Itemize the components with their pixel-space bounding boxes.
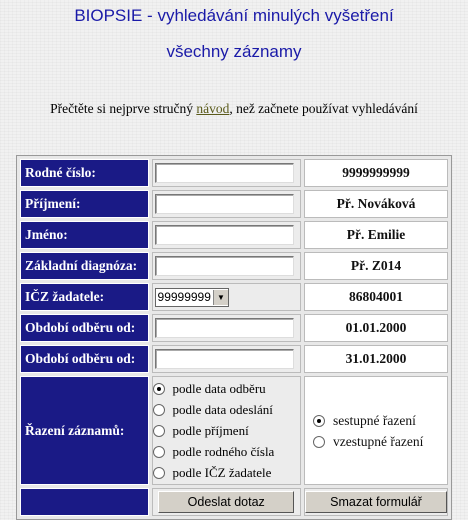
chevron-down-icon[interactable]: ▼ <box>213 290 228 305</box>
sort-field-group <box>152 376 301 485</box>
page-title: BIOPSIE - vyhledávání minulých vyšetření <box>74 6 394 25</box>
requester-id-example: 86804001 <box>304 283 448 311</box>
radio-unchecked-icon[interactable] <box>153 425 165 437</box>
radio-unchecked-icon[interactable] <box>153 404 165 416</box>
sort-order-label: sestupné řazení <box>333 413 416 428</box>
page-subtitle: všechny záznamy <box>166 42 302 61</box>
requester-id-select[interactable] <box>155 288 229 307</box>
radio-checked-icon[interactable] <box>313 415 325 427</box>
form-row-sort <box>20 376 448 485</box>
radio-unchecked-icon[interactable] <box>153 467 165 479</box>
sort-option-send-date[interactable] <box>153 399 300 420</box>
sort-order-ascending[interactable] <box>313 432 443 453</box>
sort-option-surname[interactable] <box>153 420 300 441</box>
submit-button[interactable]: Odeslat dotaz <box>158 491 294 513</box>
search-form <box>16 155 452 520</box>
radio-checked-icon[interactable] <box>153 383 165 395</box>
requester-id-select-value: 99999999 <box>157 290 211 304</box>
form-row-requester-id <box>20 283 448 311</box>
sort-option-collection-date[interactable] <box>153 378 300 399</box>
surname-example: Př. Nováková <box>304 190 448 218</box>
surname-input[interactable] <box>155 194 294 214</box>
guide-link[interactable]: návod <box>196 101 230 116</box>
radio-unchecked-icon[interactable] <box>313 436 325 448</box>
surname-label: Příjmení: <box>20 190 149 218</box>
form-row-diagnosis <box>20 252 448 280</box>
date-to-input[interactable] <box>155 349 294 369</box>
intro-text <box>0 101 468 117</box>
birth-number-example: 9999999999 <box>304 159 448 187</box>
actions-label-cell <box>20 488 149 516</box>
reset-button[interactable]: Smazat formulář <box>305 491 447 513</box>
requester-id-label: IČZ žadatele: <box>20 283 149 311</box>
form-row-birth-number <box>20 159 448 187</box>
diagnosis-example: Př. Z014 <box>304 252 448 280</box>
date-from-example: 01.01.2000 <box>304 314 448 342</box>
first-name-example: Př. Emilie <box>304 221 448 249</box>
sort-order-group <box>304 376 448 485</box>
first-name-label: Jméno: <box>20 221 149 249</box>
sort-option-label: podle rodného čísla <box>172 443 275 459</box>
form-row-date-from <box>20 314 448 342</box>
intro-text-before: Přečtěte si nejprve stručný <box>50 101 197 116</box>
diagnosis-input[interactable] <box>155 256 294 276</box>
sort-option-birth-number[interactable] <box>153 441 300 462</box>
sort-option-label: podle IČZ žadatele <box>172 464 272 480</box>
intro-text-after: , než začnete používat vyhledávání <box>229 101 418 116</box>
sort-option-label: podle data odeslání <box>172 401 273 417</box>
form-row-first-name <box>20 221 448 249</box>
sort-order-descending[interactable] <box>313 411 443 432</box>
date-to-label: Období odběru od: <box>20 345 149 373</box>
sort-label: Řazení záznamů: <box>20 376 149 485</box>
birth-number-input[interactable] <box>155 163 294 183</box>
first-name-input[interactable] <box>155 225 294 245</box>
radio-unchecked-icon[interactable] <box>153 446 165 458</box>
form-row-date-to <box>20 345 448 373</box>
sort-option-requester-id[interactable] <box>153 462 300 483</box>
date-from-input[interactable] <box>155 318 294 338</box>
birth-number-label: Rodné číslo: <box>20 159 149 187</box>
sort-order-label: vzestupné řazení <box>333 434 424 449</box>
diagnosis-label: Základní diagnóza: <box>20 252 149 280</box>
sort-option-label: podle příjmení <box>172 422 249 438</box>
form-row-actions <box>20 488 448 516</box>
date-from-label: Období odběru od: <box>20 314 149 342</box>
sort-option-label: podle data odběru <box>172 380 266 396</box>
form-row-surname <box>20 190 448 218</box>
date-to-example: 31.01.2000 <box>304 345 448 373</box>
